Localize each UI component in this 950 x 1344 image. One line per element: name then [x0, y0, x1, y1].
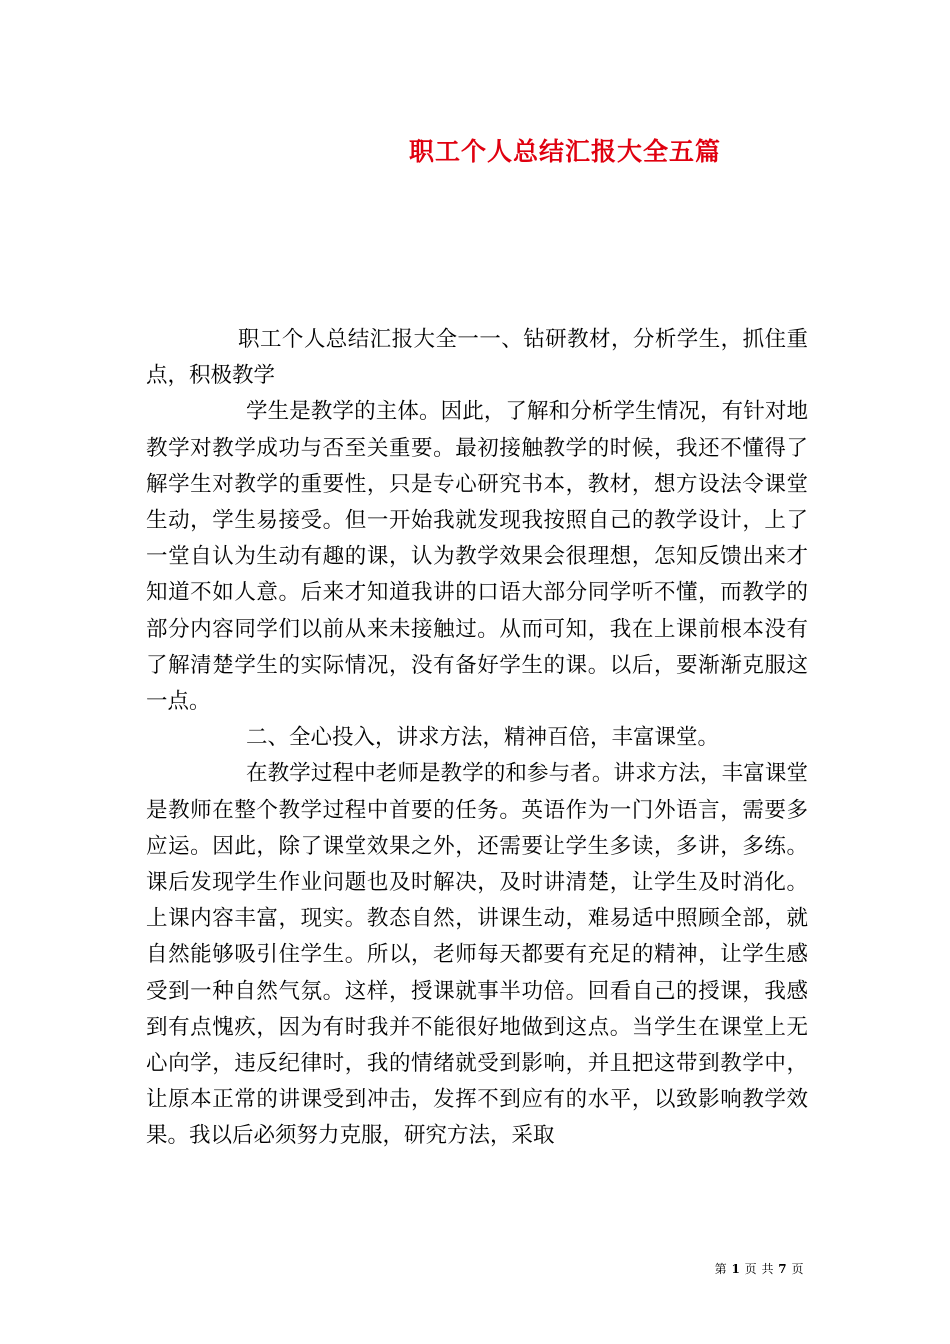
paragraph-2: 学生是教学的主体。因此，了解和分析学生情况，有针对地教学对教学成功与否至关重要。最初接触教学的时候，我还不懂得了解学生对教学的重要性，只是专心研究书本，教材，想方设法令课堂生动，学生易接受。但一开始我就发现我按照自己的教学设计，上了一堂自认为生动有趣的课，认为教学效果会很理想，怎知反馈出来才知道不如人意。后来才知道我讲的口语大部分同学听不懂，而教学的部分内容同学们以前从来未接触过。从而可知，我在上课前根本没有了解清楚学生的实际情况，没有备好学生的课。以后，要渐渐克服这一点。	[146, 399, 808, 715]
paragraph-1: 职工个人总结汇报大全一一、钻研教材，分析学生，抓住重点，积极教学	[146, 327, 808, 389]
paragraph-3: 二、全心投入，讲求方法，精神百倍，丰富课堂。	[246, 725, 720, 751]
footer-prefix: 第	[714, 1262, 728, 1276]
document-title: 职工个人总结汇报大全五篇	[408, 137, 721, 166]
footer-suffix: 页	[791, 1262, 804, 1276]
footer-current-page: 1	[731, 1262, 741, 1276]
paragraph-4: 在教学过程中老师是教学的和参与者。讲求方法，丰富课堂是教师在整个教学过程中首要的任务。英语作为一门外语言，需要多应运。因此，除了课堂效果之外，还需要让学生多读，多讲，多练。课后发现学生作业问题也及时解决，及时讲清楚，让学生及时消化。上课内容丰富，现实。教态自然，讲课生动，难易适中照顾全部，就自然能够吸引住学生。所以，老师每天都要有充足的精神，让学生感受到一种自然气氛。这样，授课就事半功倍。回看自己的授课，我感到有点愧疚，因为有时我并不能很好地做到这点。当学生在课堂上无心向学，违反纪律时，我的情绪就受到影响，并且把这带到教学中，让原本正常的讲课受到冲击，发挥不到应有的水平，以致影响教学效果。我以后必须努力克服，研究方法，采取	[146, 761, 808, 1149]
footer-total-pages: 7	[778, 1262, 788, 1276]
footer-middle: 页 共	[744, 1262, 774, 1276]
document-body	[146, 322, 808, 1155]
page-footer	[715, 1260, 804, 1277]
